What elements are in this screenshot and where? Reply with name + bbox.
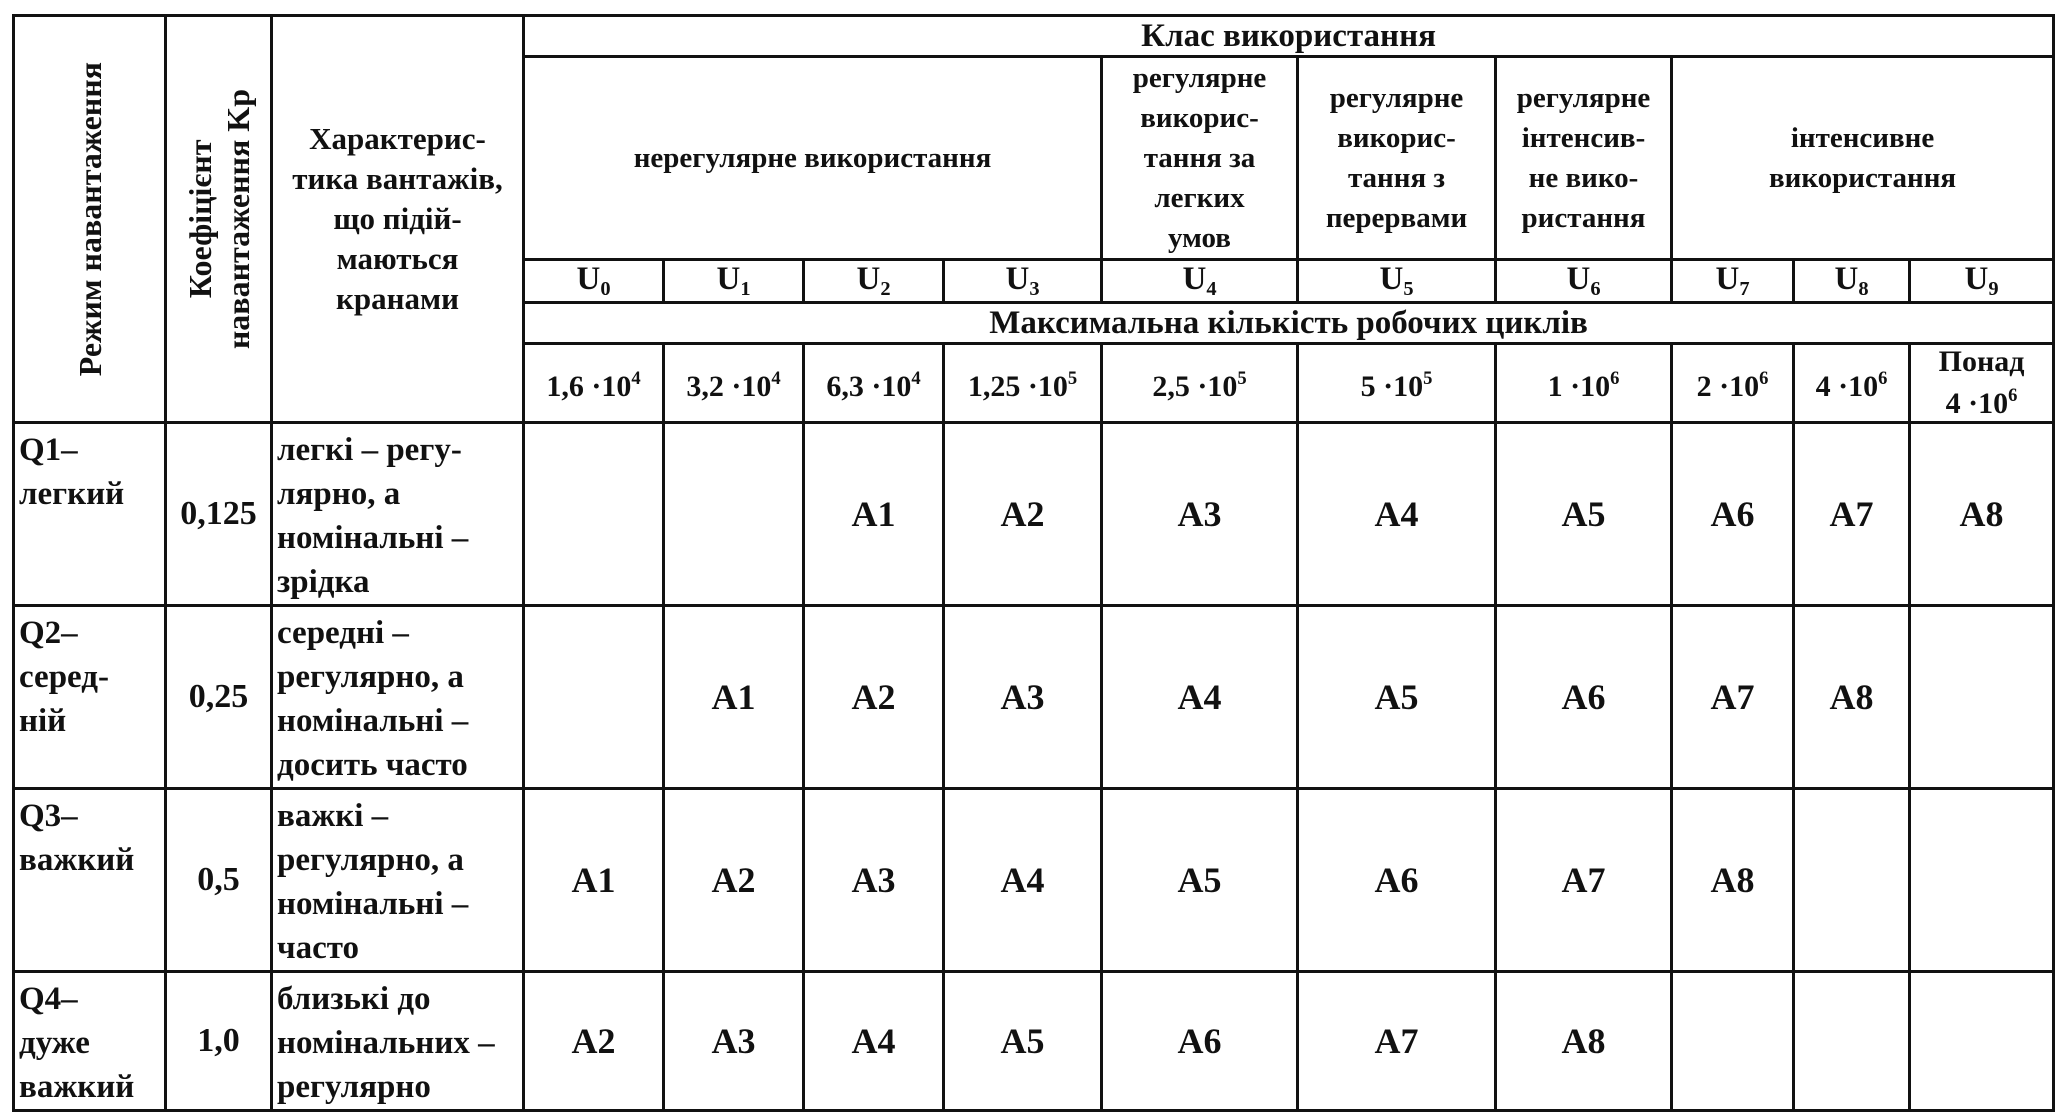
table-row-q3 (14, 789, 2054, 972)
table-row-q1 (14, 423, 2054, 606)
table-row-q4 (14, 972, 2054, 1111)
group-cell (1794, 972, 1910, 1111)
group-cell (1910, 789, 2054, 972)
header-kp: Коефіцієнт навантаження Kp (166, 16, 272, 423)
group-cell: A4 (1102, 606, 1298, 789)
group-cell: A3 (804, 789, 944, 972)
kp-cell: 0,125 (166, 423, 272, 606)
group-cell: A3 (664, 972, 804, 1111)
usage-group-irregular: нерегулярне використання (524, 57, 1102, 260)
header-mode: Режим навантаження (14, 16, 166, 423)
kp-cell: 1,0 (166, 972, 272, 1111)
u-class: $U_6$ (1496, 260, 1672, 303)
group-cell: A1 (664, 606, 804, 789)
cycle-count: $2 \cdot 10^6$ (1672, 344, 1794, 423)
cycle-count: Понад $4 \cdot 10^6$ (1910, 344, 2054, 423)
group-cell: A5 (1298, 606, 1496, 789)
mode-cell: Q2– серед- ній (14, 606, 166, 789)
u-class: $U_7$ (1672, 260, 1794, 303)
characteristic-cell: важкі – регулярно, а номінальні – часто (272, 789, 524, 972)
kp-cell: 0,25 (166, 606, 272, 789)
group-cell: A5 (1496, 423, 1672, 606)
group-cell: A6 (1496, 606, 1672, 789)
cycle-count: $5 \cdot 10^5$ (1298, 344, 1496, 423)
cycle-count: $1 \cdot 10^6$ (1496, 344, 1672, 423)
group-cell: A5 (1102, 789, 1298, 972)
group-cell: A1 (804, 423, 944, 606)
group-cell: A5 (944, 972, 1102, 1111)
mode-cell: Q4– дуже важкий (14, 972, 166, 1111)
characteristic-cell: середні – регулярно, а номінальні – досить часто (272, 606, 524, 789)
group-cell: A7 (1794, 423, 1910, 606)
table-row-q2 (14, 606, 2054, 789)
u-class: $U_4$ (1102, 260, 1298, 303)
u-class: $U_9$ (1910, 260, 2054, 303)
u-class: $U_3$ (944, 260, 1102, 303)
u-class: $U_1$ (664, 260, 804, 303)
mode-cell: Q3– важкий (14, 789, 166, 972)
group-cell: A6 (1298, 789, 1496, 972)
group-cell: A3 (1102, 423, 1298, 606)
group-cell: A2 (944, 423, 1102, 606)
usage-group-intensive: інтенсивне використання (1672, 57, 2054, 260)
u-class: $U_0$ (524, 260, 664, 303)
cycle-count: $1,6 \cdot 10^4$ (524, 344, 664, 423)
mode-cell: Q1– легкий (14, 423, 166, 606)
cycle-count: $1,25 \cdot 10^5$ (944, 344, 1102, 423)
u-class: $U_8$ (1794, 260, 1910, 303)
cycle-count: $3,2 \cdot 10^4$ (664, 344, 804, 423)
characteristic-cell: легкі – регу- лярно, а номінальні – зрідка (272, 423, 524, 606)
u-class: $U_2$ (804, 260, 944, 303)
group-cell: A2 (664, 789, 804, 972)
table-container (12, 14, 2055, 1112)
group-cell: A8 (1910, 423, 2054, 606)
usage-group-regular-intermittent: регулярне викорис- тання з перервами (1298, 57, 1496, 260)
group-cell: A6 (1102, 972, 1298, 1111)
characteristic-cell: близькі до номінальних – регулярно (272, 972, 524, 1111)
group-cell (664, 423, 804, 606)
group-cell: A7 (1672, 606, 1794, 789)
cycle-count: $4 \cdot 10^6$ (1794, 344, 1910, 423)
usage-group-regular-intensive: регулярне інтенсив- не вико- ристання (1496, 57, 1672, 260)
cycle-count: $6,3 \cdot 10^4$ (804, 344, 944, 423)
u-class: $U_5$ (1298, 260, 1496, 303)
kp-cell: 0,5 (166, 789, 272, 972)
group-cell: A7 (1496, 789, 1672, 972)
group-cell (1910, 606, 2054, 789)
group-cell: A2 (804, 606, 944, 789)
group-cell: A3 (944, 606, 1102, 789)
group-cell: A8 (1496, 972, 1672, 1111)
usage-group-regular-light: регулярне викорис- тання за легких умов (1102, 57, 1298, 260)
group-cell: A8 (1794, 606, 1910, 789)
group-cell: A2 (524, 972, 664, 1111)
group-cell (524, 423, 664, 606)
group-cell: A4 (944, 789, 1102, 972)
group-cell (1672, 972, 1794, 1111)
group-cell (1910, 972, 2054, 1111)
cycle-count: $2,5 \cdot 10^5$ (1102, 344, 1298, 423)
group-cell (1794, 789, 1910, 972)
crane-classification-table (12, 14, 2055, 1112)
header-characteristic: Характерис- тика вантажів, що підій- маються кранами (272, 16, 524, 423)
group-cell: A1 (524, 789, 664, 972)
group-cell: A4 (804, 972, 944, 1111)
header-max-cycles: Максимальна кількість робочих циклів (524, 303, 2054, 344)
group-cell: A4 (1298, 423, 1496, 606)
group-cell: A6 (1672, 423, 1794, 606)
header-usage-class: Клас використання (524, 16, 2054, 57)
group-cell (524, 606, 664, 789)
group-cell: A7 (1298, 972, 1496, 1111)
group-cell: A8 (1672, 789, 1794, 972)
